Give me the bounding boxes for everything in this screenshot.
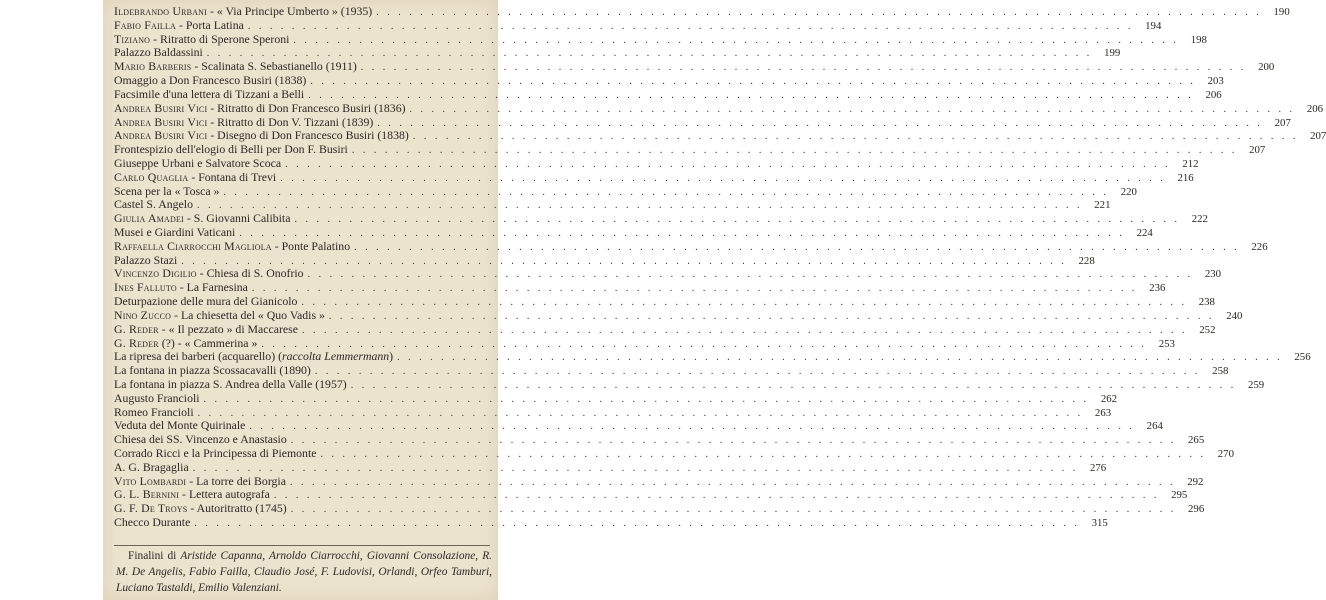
entry-text [114,129,409,143]
entry-title: Fontana di Trevi [198,169,277,184]
entry-text [114,226,235,240]
finalini-note [116,549,492,596]
entry-text [114,198,193,212]
entry-separator: - [176,280,187,295]
entry-text [114,502,287,516]
dot-leader [298,324,1188,338]
dot-leader [276,172,1166,186]
entry-author: Giulia Amadei [114,211,184,226]
entry-text [114,516,190,530]
index-entry [114,446,1234,461]
page-number: 252 [1199,323,1216,336]
entry-separator: - [186,473,197,488]
index-entry [114,128,1326,143]
entry-text [114,295,297,309]
entry-author: Vincenzo Digilio [114,266,197,281]
entry-author: Mario Barberis [114,59,192,74]
dot-leader [189,462,1079,476]
page-number: 292 [1187,475,1204,488]
dot-leader [406,103,1296,117]
entry-title: Chiesa dei SS. Vincenzo e Anastasio [114,432,287,447]
entry-title: « Via Principe Umberto » (1935) [216,4,373,18]
entry-title: La fontana in piazza S. Andrea della Valle (1957) [114,376,347,391]
entry-title: « Il pezzato » di Maccarese [168,321,298,336]
entry-title: La chiesetta del « Quo Vadis » [180,307,325,322]
entry-title: Frontespizio dell'elogio di Belli per Don F. Busiri [114,142,348,157]
entry-title: Castel S. Angelo [114,197,193,212]
index-entry [114,349,1311,364]
index-entry [114,86,1222,102]
page-number: 220 [1120,185,1137,198]
entry-author: Carlo Quaglia [114,169,189,184]
page-number: 207 [1249,144,1266,157]
entry-title: La torre dei Borgia [196,473,286,488]
entry-text [114,433,287,447]
entry-title: Palazzo Baldassini [114,45,203,60]
page-number: 296 [1188,503,1205,516]
entry-title: A. G. Bragaglia [114,459,189,474]
entry-title: Palazzo Stazi [114,252,178,267]
page-number: 207 [1310,130,1326,143]
entry-text [114,102,406,116]
entry-text [114,323,298,337]
dot-leader [306,75,1196,89]
index-entry [114,459,1107,475]
entry-author: G. F. De Troys [114,501,188,516]
index-entry [114,100,1324,116]
page-number: 276 [1090,461,1107,474]
index-entry [114,432,1205,447]
entry-title: Ritratto di Don V. Tizzani (1839) [217,114,374,129]
entry-separator: - [158,321,169,336]
dot-leader [290,213,1180,227]
entry-title: Musei e Giardini Vaticani [114,225,236,239]
entry-text [114,488,270,502]
entry-text [114,74,306,88]
entry-text [114,116,373,130]
entry-text [114,254,177,268]
index-entry [114,252,1095,268]
entry-text [114,419,245,433]
page-number: 199 [1104,47,1121,60]
entry-author: G. Reder [114,321,159,336]
entry-title: S. Giovanni Calibita [193,211,291,226]
index-entry [114,73,1224,88]
index-entry [114,45,1121,60]
entry-separator: - [191,59,202,74]
dot-leader [316,448,1206,462]
dot-leader [347,379,1237,393]
dot-leader [200,393,1090,407]
entry-separator: - [176,17,186,32]
index-entry [114,404,1112,420]
index-entry [114,142,1266,157]
dot-leader [287,503,1177,517]
page-number: 190 [1273,6,1290,18]
dot-leader [311,365,1201,379]
dot-leader [348,144,1238,158]
entry-title: « Cammerina » [184,335,258,350]
entry-title: Deturpazione delle mura del Gianicolo [114,294,298,309]
entry-text [114,33,289,47]
entry-title: La Farnesina [186,280,248,295]
entry-separator: - [179,487,189,502]
dot-leader [287,434,1177,448]
index-entry [114,169,1194,185]
page-number: 315 [1091,517,1108,530]
entry-text [114,406,194,420]
dot-leader [194,407,1084,421]
index-entry [114,390,1118,406]
page-number: 240 [1226,309,1243,322]
entry-title: Romeo Francioli [114,404,194,419]
entry-author: Ines Falluto [114,280,177,295]
index-entry [114,211,1208,226]
entry-title: Checco Durante [114,515,191,530]
dot-leader [304,268,1194,282]
entry-separator: - [171,307,181,322]
index-entry [114,280,1166,295]
entry-separator: - [183,211,194,226]
entry-author: Andrea Busiri Vici [114,128,208,143]
dot-leader [190,517,1080,531]
dot-leader [372,6,1262,20]
index-entry [114,363,1229,378]
entry-text [114,143,348,157]
entry-separator: - [207,100,218,115]
entry-text [114,337,257,351]
entry-separator: - [188,169,199,184]
entry-separator: - [196,266,207,281]
dot-leader [177,255,1067,269]
entry-title: Omaggio a Don Francesco Busiri (1838) [114,73,307,88]
entry-author: G. Reder [114,335,159,350]
entry-separator: - [187,501,197,516]
index-entry [114,501,1205,516]
entry-text [114,378,347,392]
entry-text [114,212,290,226]
entry-title: Lettera autografa [188,487,270,502]
page-number: 258 [1212,365,1229,378]
page-number: 222 [1191,213,1208,226]
dot-leader [245,420,1135,434]
entry-title: Chiesa di S. Onofrio [206,266,304,281]
page-number: 194 [1145,19,1162,32]
entry-title: Scalinata S. Sebastianello (1911) [201,59,357,74]
entry-title: Facsimile d'una lettera di Tizzani a Belli [114,86,305,101]
page-number: 207 [1274,116,1291,129]
dot-leader [270,489,1160,503]
entry-text [114,309,325,323]
entry-title-italic: raccolta Lemmermann [282,349,390,364]
page-number: 253 [1158,337,1175,350]
entry-separator: - [207,114,218,129]
page-number: 295 [1171,489,1188,502]
page-number: 256 [1294,351,1311,364]
entry-author: Tiziano [114,31,151,46]
index-entry [114,307,1243,323]
entry-title: Corrado Ricci e la Principessa di Piemonte [114,446,317,460]
page-number: 265 [1188,434,1205,447]
entry-title: La fontana in piazza Scossacavalli (1890) [114,363,311,378]
entry-title: Giuseppe Urbani e Salvatore Scoca [114,155,282,170]
entry-text [114,157,281,171]
dot-leader [244,20,1134,34]
entry-text [114,240,350,254]
index-entry [114,197,1111,212]
entry-author: Andrea Busiri Vici [114,114,208,129]
entry-title: Ritratto di Don Francesco Busiri (1836) [217,100,406,115]
entry-title: Ritratto di Sperone Speroni [159,31,290,46]
entry-title: La ripresa dei barberi (acquarello) ( [114,349,283,364]
entry-title: Augusto Francioli [114,390,200,405]
page-number: 216 [1177,171,1194,184]
index-entry [114,17,1162,33]
entry-text [114,447,316,461]
entry-separator: - [271,238,282,253]
entry-title: Scena per la « Tosca » [114,183,220,198]
entry-text [114,350,393,364]
page-number: 206 [1306,102,1324,115]
entry-author: Nino Zucco [114,307,172,322]
dot-leader [193,199,1083,213]
entry-text [114,461,189,475]
entry-title: Ponte Palatino [281,238,351,253]
entry-text [114,5,372,19]
index-entry [114,515,1108,530]
page-number: 224 [1136,227,1153,239]
entry-separator: (?) - [158,335,185,350]
page-number: 262 [1100,392,1118,405]
index-entry [114,335,1175,351]
dot-leader [281,158,1171,172]
entry-text [114,392,200,406]
page-number: 203 [1207,75,1224,88]
index-entry [114,155,1199,171]
page-number: 264 [1146,420,1163,433]
index-entry [114,473,1204,489]
entry-text [114,171,276,185]
entry-title: Autoritratto (1745) [196,501,287,516]
page-number: 206 [1205,88,1222,101]
index-entry [114,321,1216,337]
index-entry [114,183,1137,199]
page-number: 230 [1204,268,1222,281]
index-entry [114,59,1275,74]
dot-leader [289,34,1179,48]
index-entry [114,487,1188,502]
finalini-prefix: Finalini di [128,550,181,562]
dot-leader [297,296,1187,310]
page-number: 226 [1251,240,1268,253]
dot-leader [248,282,1138,296]
entry-text [114,364,311,378]
entry-separator: - [150,31,160,46]
index-entry [114,225,1153,240]
entry-title: Veduta del Monte Quirinale [114,418,246,433]
illustrations-index [114,4,1326,530]
entry-text [114,475,286,489]
entry-text [114,267,304,281]
entry-text [114,46,203,60]
index-entry [114,238,1268,254]
page-number: 212 [1182,157,1199,170]
dot-leader [393,351,1283,365]
entry-text [114,19,244,33]
entry-title-tail: ) [389,349,394,364]
entry-separator: - [207,128,218,143]
dot-leader [219,186,1109,200]
page-number: 270 [1217,448,1234,460]
dot-leader [325,310,1215,324]
page-number: 200 [1258,61,1275,74]
entry-author: Ildebrando Urbani [114,4,208,18]
entry-author: G. L. Bernini [114,487,180,502]
entry-author: Raffaella Ciarrocchi Magliola [114,238,272,253]
index-entry [114,376,1265,392]
dot-leader [304,89,1194,103]
dot-leader [235,227,1125,241]
entry-text [114,88,304,102]
entry-text [114,185,219,199]
dot-leader [373,117,1263,131]
dot-leader [350,241,1240,255]
index-entry [114,114,1291,130]
index-entry [114,266,1222,281]
index-entry [114,31,1207,47]
dot-leader [286,476,1176,490]
page-number: 238 [1198,296,1215,309]
entry-author: Andrea Busiri Vici [114,100,208,115]
dot-leader [357,61,1247,75]
page-number: 198 [1190,33,1207,46]
index-entry [114,418,1163,433]
page-number: 236 [1149,282,1166,295]
dot-leader [409,130,1299,144]
finalini-names: Aristide Capanna, Arnoldo Ciarrocchi, Giovanni Consolazione, R. M. De Angelis, Fabio Failla, Claudio José, F. Ludovisi, Orlandi, Orfeo Tamburi, Luciano Tastaldi, Emilio Valenziani. [116,550,492,594]
entry-author: Vito Lombardi [114,473,187,488]
entry-author: Fabio Failla [114,17,177,32]
divider-rule [114,545,490,546]
entry-separator: - [207,4,217,18]
page-number: 263 [1094,406,1112,419]
entry-title: Disegno di Don Francesco Busiri (1838) [217,128,409,143]
entry-text [114,281,248,295]
index-entry [114,294,1215,309]
page-number: 259 [1247,378,1265,391]
entry-text [114,60,357,74]
page-number: 221 [1094,199,1111,212]
entry-title: Porta Latina [185,17,244,32]
page-number: 228 [1078,254,1095,267]
index-entry [114,4,1290,19]
